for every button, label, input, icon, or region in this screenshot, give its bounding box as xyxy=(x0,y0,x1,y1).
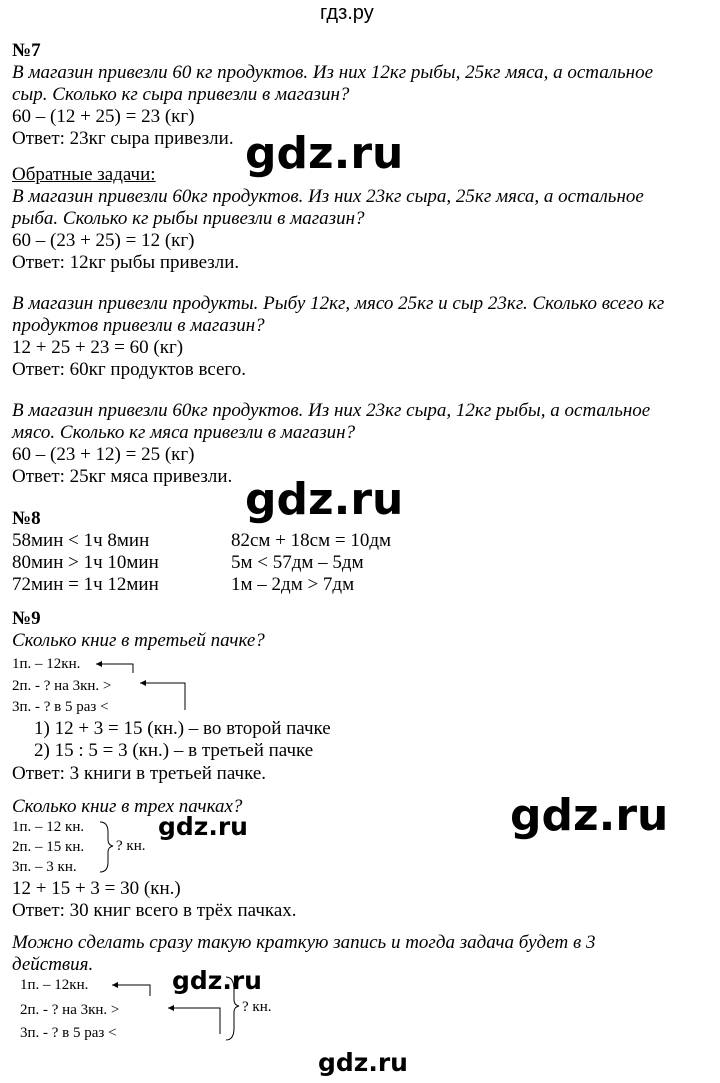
inverse2-solution: 12 + 25 + 23 = 60 (кг) xyxy=(12,337,184,358)
watermark-2: gdz.ru xyxy=(245,474,404,525)
comparison-left-3: 72мин = 1ч 12мин xyxy=(12,574,159,595)
task-number-8: №8 xyxy=(12,508,41,529)
short-note1-line1: 1п. – 12кн. xyxy=(12,656,81,672)
solution-step-1: 1) 12 + 3 = 15 (кн.) – во второй пачке xyxy=(34,718,331,739)
comparison-right-2: 5м < 57дм – 5дм xyxy=(231,552,364,573)
task7-answer: Ответ: 23кг сыра привезли. xyxy=(12,128,234,149)
task9-question2: Сколько книг в трех пачках? xyxy=(12,796,243,817)
inverse3-text-line2: мясо. Сколько кг мяса привезли в магазин? xyxy=(12,422,356,443)
watermark-1: gdz.ru xyxy=(245,128,404,179)
inverse2-answer: Ответ: 60кг продуктов всего. xyxy=(12,359,246,380)
short-note1-line3: 3п. - ? в 5 раз < xyxy=(12,699,109,715)
watermark-4: gdz.ru xyxy=(158,812,248,841)
comparison-right-3: 1м – 2дм > 7дм xyxy=(231,574,355,595)
short-note2-line2: 2п. – 15 кн. xyxy=(12,839,85,855)
task9-answer2: Ответ: 30 книг всего в трёх пачках. xyxy=(12,900,297,921)
comparison-right-1: 82см + 18см = 10дм xyxy=(231,530,392,551)
short-note3-line1: 1п. – 12кн. xyxy=(20,977,89,993)
task7-text-line1: В магазин привезли 60 кг продуктов. Из них 12кг рыбы, 25кг мяса, а остальное xyxy=(12,62,654,83)
short-note3-question: ? кн. xyxy=(242,999,272,1015)
task7-text-line2: сыр. Сколько кг сыра привезли в магазин? xyxy=(12,84,350,105)
inverse3-text-line1: В магазин привезли 60кг продуктов. Из них 23кг сыра, 12кг рыбы, а остальное xyxy=(12,400,651,421)
inverse1-answer: Ответ: 12кг рыбы привезли. xyxy=(12,252,240,273)
task9-answer1: Ответ: 3 книги в третьей пачке. xyxy=(12,763,267,784)
task7-solution: 60 – (12 + 25) = 23 (кг) xyxy=(12,106,195,127)
inverse2-text-line1: В магазин привезли продукты. Рыбу 12кг, мясо 25кг и сыр 23кг. Сколько всего кг xyxy=(12,293,665,314)
inverse2-text-line2: продуктов привезли в магазин? xyxy=(12,315,265,336)
task9-solution2: 12 + 15 + 3 = 30 (кн.) xyxy=(12,878,181,899)
watermark-6: gdz.ru xyxy=(318,1048,408,1077)
short-note3-line3: 3п. - ? в 5 раз < xyxy=(20,1025,117,1041)
short-note2-question: ? кн. xyxy=(116,838,146,854)
solution-step-2: 2) 15 : 5 = 3 (кн.) – в третьей пачке xyxy=(34,740,314,761)
inverse-tasks-heading: Обратные задачи: xyxy=(12,164,156,185)
watermark-3: gdz.ru xyxy=(510,790,669,841)
inverse3-answer: Ответ: 25кг мяса привезли. xyxy=(12,466,233,487)
task9-note-line2: действия. xyxy=(12,954,94,975)
task9-note-line1: Можно сделать сразу такую краткую запись и тогда задача будет в 3 xyxy=(12,932,596,953)
watermark-5: gdz.ru xyxy=(172,966,262,995)
inverse1-solution: 60 – (23 + 25) = 12 (кг) xyxy=(12,230,195,251)
site-header: гдз.ру xyxy=(320,2,374,24)
task-number-9: №9 xyxy=(12,608,41,629)
short-note2-line3: 3п. – 3 кн. xyxy=(12,859,77,875)
inverse1-text-line2: рыба. Сколько кг рыбы привезли в магазин? xyxy=(12,208,365,229)
task-number-7: №7 xyxy=(12,40,41,61)
comparison-left-2: 80мин > 1ч 10мин xyxy=(12,552,159,573)
short-note1-line2: 2п. - ? на 3кн. > xyxy=(12,678,112,694)
short-note3-line2: 2п. - ? на 3кн. > xyxy=(20,1002,120,1018)
short-note2-line1: 1п. – 12 кн. xyxy=(12,819,85,835)
task9-question1: Сколько книг в третьей пачке? xyxy=(12,630,265,651)
inverse1-text-line1: В магазин привезли 60кг продуктов. Из них 23кг сыра, 25кг мяса, а остальное xyxy=(12,186,644,207)
comparison-left-1: 58мин < 1ч 8мин xyxy=(12,530,150,551)
inverse3-solution: 60 – (23 + 12) = 25 (кг) xyxy=(12,444,195,465)
